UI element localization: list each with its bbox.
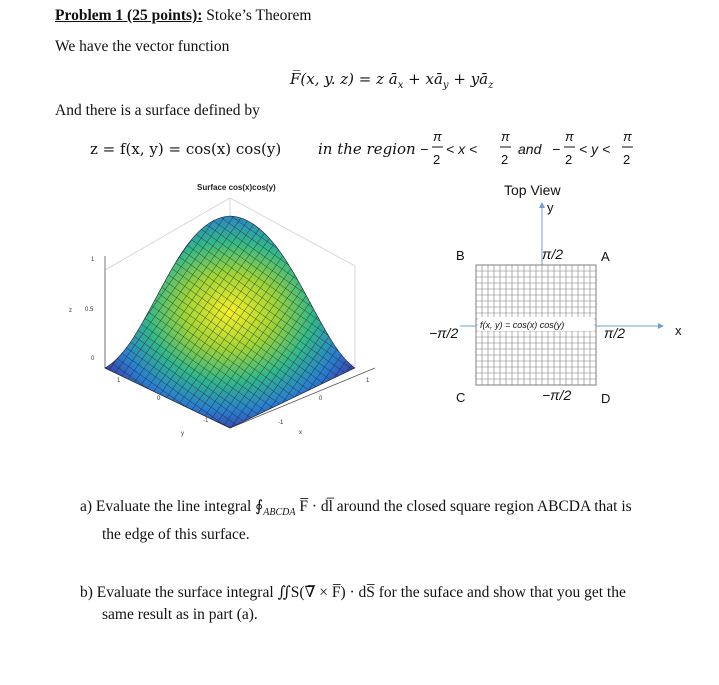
question-b-line1: b) Evaluate the surface integral ∬S(∇̅ × F̅) · dS̅ for the suface and show that you get the xyxy=(80,584,626,601)
surface-intro: And there is a surface defined by xyxy=(55,102,260,119)
vector-function: F̅(x, y. z) = z $ā_x$ + $xā_y$ + $yā_z$ xyxy=(290,70,494,91)
region-text: in the region xyxy=(318,140,416,158)
y-tick-0: 0 xyxy=(157,396,161,402)
edge-label-top: π/2 xyxy=(542,246,564,262)
z-axis-label: z xyxy=(69,308,72,314)
svg-text:< y <: < y < xyxy=(579,141,611,157)
question-a-sub: ABCDA xyxy=(263,507,296,519)
top-y-label: y xyxy=(547,200,554,215)
region-inequalities xyxy=(418,128,638,172)
svg-text:π: π xyxy=(565,129,574,144)
edge-label-left: −π/2 xyxy=(429,325,459,341)
question-a-line1 xyxy=(80,496,632,524)
vector-function-text: F̅(x, y. z) = z ā xyxy=(290,70,398,88)
svg-text:π: π xyxy=(433,129,442,144)
svg-text:2: 2 xyxy=(565,152,573,167)
problem-heading xyxy=(55,7,311,25)
svg-text:−: − xyxy=(552,141,561,157)
corner-d: D xyxy=(601,391,611,406)
corner-b: B xyxy=(456,248,465,263)
question-b xyxy=(80,582,626,626)
surface-equation: z = f(x, y) = cos(x) cos(y) xyxy=(90,140,282,158)
top-view-title: Top View xyxy=(504,182,561,198)
intro-text: We have the vector function xyxy=(55,38,230,55)
x-tick-1: 1 xyxy=(366,378,370,384)
top-view-diagram xyxy=(420,178,710,418)
region-and: and xyxy=(518,141,542,157)
surface-plot xyxy=(55,178,415,440)
x-axis-label: x xyxy=(299,430,302,436)
x-tick-m1: -1 xyxy=(278,420,284,426)
svg-text:2: 2 xyxy=(433,152,441,167)
corner-a: A xyxy=(601,249,610,264)
edge-label-bottom: −π/2 xyxy=(542,387,572,403)
question-b-line2: same result as in part (a). xyxy=(102,606,258,623)
svg-text:π: π xyxy=(501,129,510,144)
x-tick-0: 0 xyxy=(319,396,323,402)
y-axis-arrow xyxy=(539,202,545,208)
problem-title: Problem 1 (25 points): xyxy=(55,7,203,24)
edge-label-right: π/2 xyxy=(604,325,626,341)
question-a xyxy=(80,496,632,546)
y-tick-1: 1 xyxy=(117,378,121,384)
y-tick-m1: -1 xyxy=(203,418,209,424)
svg-text:< x <: < x < xyxy=(446,141,478,157)
center-label: f(x, y) = cos(x) cos(y) xyxy=(480,320,565,330)
z-tick-1: 1 xyxy=(91,257,95,263)
top-x-label: x xyxy=(675,323,682,338)
corner-c: C xyxy=(456,390,466,405)
plot-title: Surface cos(x)cos(y) xyxy=(197,183,276,192)
question-a-line2: the edge of this surface. xyxy=(102,526,250,544)
svg-text:π: π xyxy=(623,129,632,144)
svg-text:2: 2 xyxy=(623,152,631,167)
svg-text:−: − xyxy=(420,141,429,157)
problem-topic: Stoke’s Theorem xyxy=(206,7,312,24)
question-a-pre: a) Evaluate the line integral ∮ xyxy=(80,498,264,515)
z-tick-0: 0 xyxy=(91,356,95,362)
svg-text:2: 2 xyxy=(501,152,509,167)
question-a-post: F̅ · dl̅ around the closed square region ABCDA that is xyxy=(295,498,632,515)
y-axis-label: y xyxy=(181,431,184,437)
z-tick-05: 0.5 xyxy=(85,307,94,313)
x-axis-arrow xyxy=(658,323,664,329)
